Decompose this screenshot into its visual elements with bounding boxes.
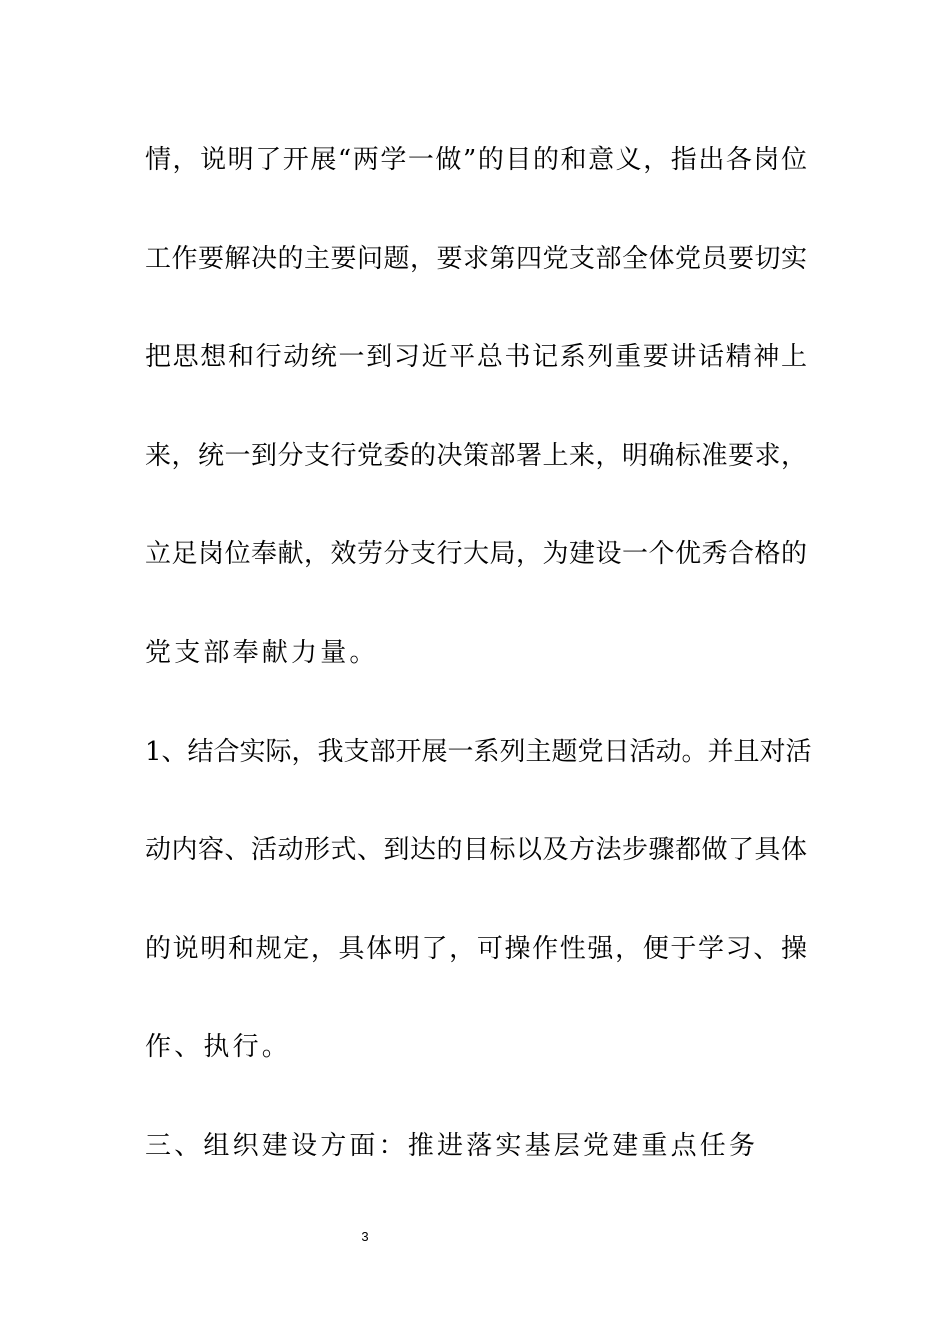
- text-line: 立足岗位奉献，效劳分支行大局，为建设一个优秀合格的: [145, 539, 807, 570]
- text-line: 1、结合实际，我支部开展一系列主题党日活动。并且对活: [145, 736, 812, 767]
- text-line: 动内容、活动形式、到达的目标以及方法步骤都做了具体: [145, 835, 807, 866]
- text-line: 把思想和行动统一到习近平总书记系列重要讲话精神上: [145, 342, 807, 373]
- section-heading: 三、组织建设方面：推进落实基层党建重点任务: [145, 1130, 759, 1161]
- text-line: 党支部奉献力量。: [145, 637, 379, 668]
- body-text: [145, 127, 812, 1212]
- text-line: 作、执行。: [145, 1032, 292, 1063]
- text-line: 情，说明了开展“两学一做”的目的和意义，指出各岗位: [145, 145, 807, 175]
- text-line: 来，统一到分支行党委的决策部署上来，明确标准要求，: [145, 440, 807, 471]
- text-line: 工作要解决的主要问题，要求第四党支部全体党员要切实: [145, 243, 807, 274]
- page-number: 3: [361, 1229, 369, 1244]
- text-line: 的说明和规定，具体明了，可操作性强，便于学习、操: [145, 933, 807, 964]
